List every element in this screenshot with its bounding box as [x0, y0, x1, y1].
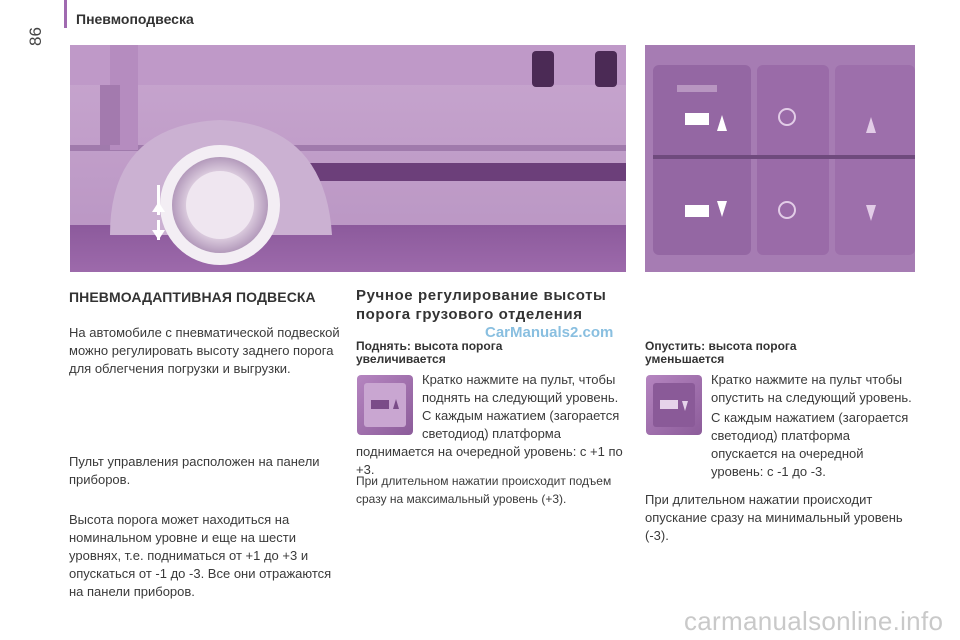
levels-paragraph: Высота порога может находиться на номинальном уровне и еще на шести уровнях, т.е. подниматься от +1 до +3 и опускаться от -1 до -3. Все они отражаются на панели приборов.	[69, 512, 332, 599]
lower-paragraph-text: Кратко нажмите на пульт чтобы опустить на следующий уровень.	[711, 372, 912, 405]
lower-button-image	[646, 375, 702, 435]
raise-paragraph-text: Кратко нажмите на пульт, чтобы поднять на следующий уровень. С каждым нажатием (загорается светодиод) платформа поднимается на очередной уровень: с +1 по +3.	[356, 372, 623, 477]
header-accent-bar	[64, 0, 67, 28]
section-title: Ручное регулирование высоты порога грузового отделения	[356, 287, 607, 323]
raise-button-image	[357, 375, 413, 435]
raise-long-press-paragraph: При длительном нажатии происходит подъем сразу на максимальный уровень (+3).	[356, 474, 612, 506]
lower-long-press-paragraph: При длительном нажатии происходит опускание сразу на минимальный уровень (-3).	[645, 492, 903, 543]
control-panel-illustration	[645, 45, 915, 272]
watermark-top: CarManuals2.com	[485, 324, 614, 341]
watermark-bottom: carmanualsonline.info	[684, 606, 944, 636]
panel-location-paragraph: Пульт управления расположен на панели приборов.	[69, 454, 320, 487]
lower-subheading: Опустить: высота порога уменьшается	[645, 339, 797, 366]
van-down-icon	[660, 397, 688, 413]
main-heading: ПНЕВМОАДАПТИВНАЯ ПОДВЕСКА	[69, 289, 316, 305]
intro-paragraph: На автомобиле с пневматической подвеской можно регулировать высоту заднего порога для облегчения погрузки и выгрузки.	[69, 325, 340, 376]
van-wheel-illustration	[70, 45, 626, 272]
raise-subheading: Поднять: высота порога увеличивается	[356, 339, 503, 366]
page-header-title: Пневмоподвеска	[76, 11, 194, 27]
van-up-icon	[371, 397, 399, 413]
lower-each-press-text: С каждым нажатием (загорается светодиод) платформа опускается на очередной уровень: с -1 до -3.	[711, 410, 909, 479]
page-number: 86	[26, 27, 45, 46]
